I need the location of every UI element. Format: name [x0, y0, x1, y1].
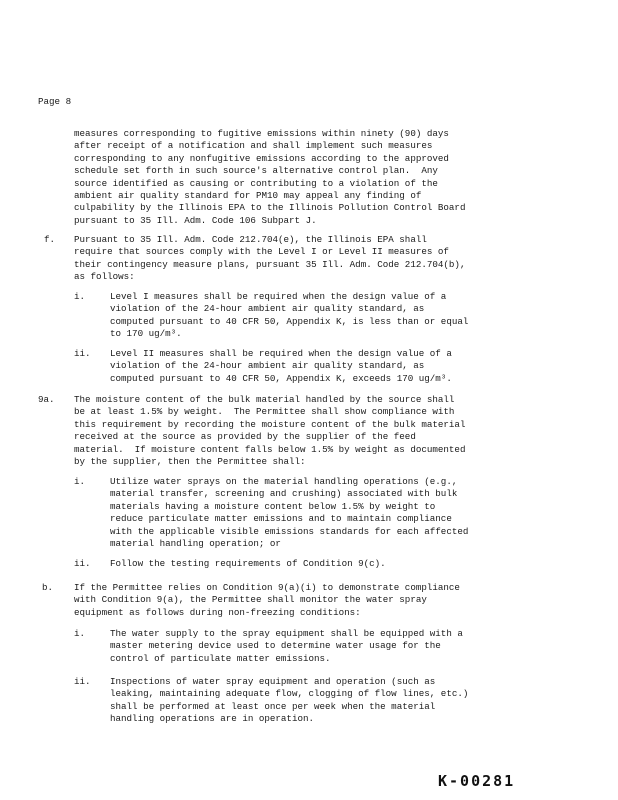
text-line: Utilize water sprays on the material handling operations (e.g., — [110, 476, 458, 487]
text-line: material. If moisture content falls below 1.5% by weight as documented — [74, 443, 466, 455]
text-line: to 170 ug/m³. — [110, 328, 182, 340]
item-label: i. — [74, 291, 86, 302]
section-9a-item-i — [110, 476, 468, 550]
text-line: schedule set forth in such source's alternative control plan. Any — [74, 165, 438, 177]
section-f-paragraph — [74, 234, 465, 284]
text-line: Level II measures shall be required when the design value of a — [110, 348, 452, 359]
section-f-item-i — [110, 291, 468, 341]
text-line: with Condition 9(a), the Permittee shall monitor the water spray — [74, 594, 427, 606]
text-line: their contingency measure plans, pursuant 35 Ill. Adm. Code 212.704(b), — [74, 258, 466, 270]
text-line: be at least 1.5% by weight. The Permittee shall show compliance with — [74, 406, 455, 418]
text-line: Level I measures shall be required when the design value of a — [110, 291, 447, 302]
text-line: If the Permittee relies on Condition 9(a)(i) to demonstrate compliance — [74, 582, 460, 593]
text-line: The water supply to the spray equipment shall be equipped with a — [110, 628, 463, 639]
section-label: b. — [42, 582, 54, 593]
text-line: computed pursuant to 40 CFR 50, Appendix K, exceeds 170 ug/m³. — [110, 372, 452, 384]
section-9a-paragraph — [74, 394, 465, 468]
text-line: as follows: — [74, 271, 135, 283]
text-line: Inspections of water spray equipment and operation (such as — [110, 676, 436, 687]
text-line: this requirement by recording the moisture content of the bulk material — [74, 418, 466, 430]
text-line: equipment as follows during non-freezing conditions: — [74, 606, 361, 618]
text-line: Pursuant to 35 Ill. Adm. Code 212.704(e), the Illinois EPA shall — [74, 234, 427, 245]
section-f-item-ii — [110, 348, 452, 385]
text-line: Follow the testing requirements of Condition 9(c). — [110, 558, 386, 569]
section-b-paragraph — [74, 582, 460, 619]
text-line: leaking, maintaining adequate flow, clogging of flow lines, etc.) — [110, 688, 469, 700]
text-line: handling operations are in operation. — [110, 713, 314, 725]
text-line: pursuant to 35 Ill. Adm. Code 106 Subpart J. — [74, 214, 317, 226]
item-label: ii. — [74, 348, 91, 359]
section-label: 9a. — [38, 394, 55, 405]
text-line: The moisture content of the bulk material handled by the source shall — [74, 394, 455, 405]
text-line: control of particulate matter emissions. — [110, 652, 331, 664]
section-b-item-ii — [110, 676, 468, 726]
text-line: reduce particulate matter emissions and to maintain compliance — [110, 513, 452, 525]
text-line: with the applicable visible emissions standards for each affected — [110, 525, 469, 537]
text-line: master metering device used to determine water usage for the — [110, 640, 441, 652]
text-line: corresponding to any nonfugitive emissions according to the approved — [74, 152, 449, 164]
text-line: material handling operation; or — [110, 537, 281, 549]
bates-number: K-00281 — [438, 772, 516, 790]
item-label: i. — [74, 476, 86, 487]
text-line: materials having a moisture content below 1.5% by weight to — [110, 500, 436, 512]
page-number: Page 8 — [38, 96, 72, 107]
item-label: ii. — [74, 676, 91, 687]
text-line: shall be performed at least once per week when the material — [110, 700, 436, 712]
text-line: material transfer, screening and crushing) associated with bulk — [110, 488, 458, 500]
text-line: require that sources comply with the Level I or Level II measures of — [74, 246, 449, 258]
item-label: ii. — [74, 558, 91, 569]
text-line: source identified as causing or contributing to a violation of the — [74, 177, 438, 189]
section-label: f. — [44, 234, 56, 245]
item-label: i. — [74, 628, 86, 639]
text-line: measures corresponding to fugitive emissions within ninety (90) days — [74, 128, 449, 139]
section-b-item-i — [110, 628, 463, 665]
text-line: received at the source as provided by the supplier of the feed — [74, 431, 416, 443]
text-line: after receipt of a notification and shall implement such measures — [74, 140, 433, 152]
intro-paragraph — [74, 128, 465, 227]
text-line: violation of the 24-hour ambient air quality standard, as — [110, 360, 425, 372]
section-9a-item-ii — [110, 558, 386, 570]
text-line: ambient air quality standard for PM10 may appeal any finding of — [74, 189, 422, 201]
text-line: by the supplier, then the Permittee shall: — [74, 455, 306, 467]
text-line: computed pursuant to 40 CFR 50, Appendix K, is less than or equal — [110, 315, 469, 327]
text-line: violation of the 24-hour ambient air quality standard, as — [110, 303, 425, 315]
text-line: culpability by the Illinois EPA to the Illinois Pollution Control Board — [74, 202, 466, 214]
